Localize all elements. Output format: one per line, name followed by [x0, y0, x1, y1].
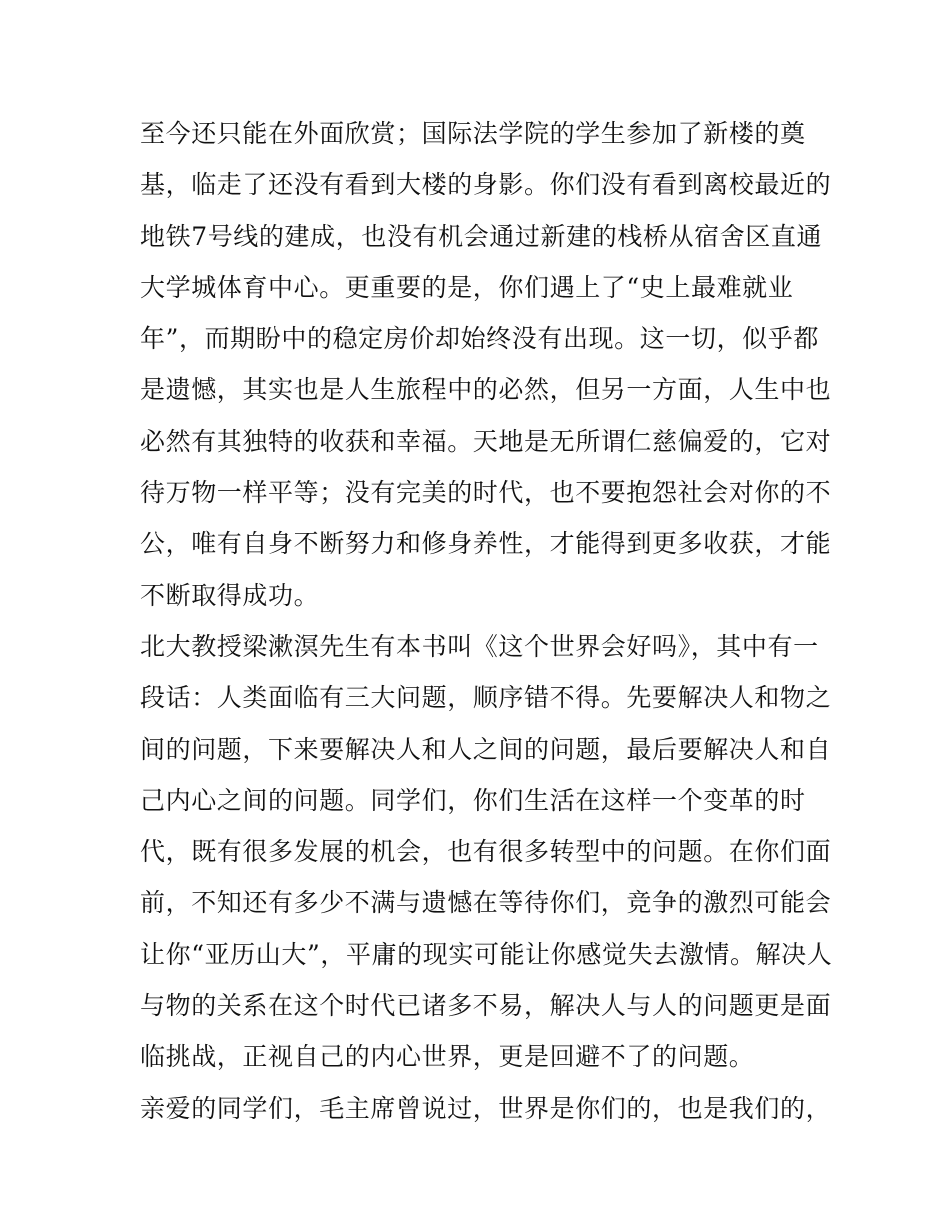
text-line: 亲爱的同学们，毛主席曾说过，世界是你们的，也是我们的， [140, 1093, 832, 1123]
text-line: 前，不知还有多少不满与遗憾在等待你们，竞争的激烈可能会 [140, 888, 832, 918]
text-line: 地铁7号线的建成，也没有机会通过新建的栈桥从宿舍区直通 [140, 221, 823, 251]
text-line: 间的问题，下来要解决人和人之间的问题，最后要解决人和自 [140, 734, 832, 764]
text-line: 是遗憾，其实也是人生旅程中的必然，但另一方面，人生中也 [140, 375, 832, 405]
text-line: 北大教授梁漱溟先生有本书叫《这个世界会好吗》，其中有一 [140, 631, 819, 661]
body-text [140, 108, 833, 1134]
text-line: 必然有其独特的收获和幸福。天地是无所谓仁慈偏爱的，它对 [140, 426, 832, 456]
text-line: 不断取得成功。 [140, 580, 320, 610]
text-line: 至今还只能在外面欣赏；国际法学院的学生参加了新楼的奠 [140, 119, 806, 148]
text-line: 临挑战，正视自己的内心世界，更是回避不了的问题。 [140, 1042, 755, 1072]
text-line: 让你“亚历山大”，平庸的现实可能让你感觉失去激情。解决人 [140, 939, 833, 969]
text-line: 年”，而期盼中的稳定房价却始终没有出现。这一切，似乎都 [140, 324, 819, 354]
text-line: 基，临走了还没有看到大楼的身影。你们没有看到离校最近的 [140, 170, 832, 200]
text-line: 与物的关系在这个时代已诸多不易，解决人与人的问题更是面 [140, 991, 832, 1021]
text-line: 代，既有很多发展的机会，也有很多转型中的问题。在你们面 [140, 837, 832, 867]
text-line: 己内心之间的问题。同学们，你们生活在这样一个变革的时 [140, 785, 806, 815]
text-line: 大学城体育中心。更重要的是，你们遇上了“史上最难就业 [140, 272, 794, 302]
text-line: 待万物一样平等；没有完美的时代，也不要抱怨社会对你的不 [140, 478, 832, 508]
text-line: 公，唯有自身不断努力和修身养性，才能得到更多收获，才能 [140, 529, 832, 559]
text-line: 段话：人类面临有三大问题，顺序错不得。先要解决人和物之 [140, 683, 832, 713]
